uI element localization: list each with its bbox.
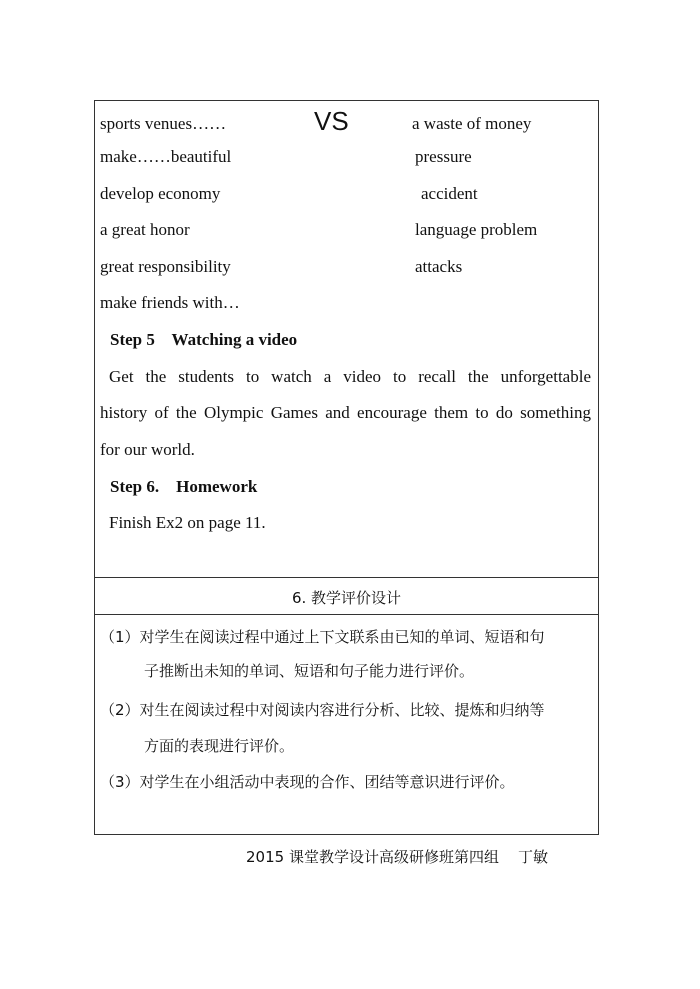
compare-left-3: develop economy <box>100 184 221 203</box>
compare-left-4: a great honor <box>100 220 190 239</box>
section6-item-2-cont: 方面的表现进行评价。 <box>144 737 295 755</box>
section6-title: 6. 教学评价设计 <box>291 589 402 607</box>
compare-right-1: a waste of money <box>412 114 532 133</box>
compare-left-5: great responsibility <box>100 257 231 276</box>
section6-item-1-cont: 子推断出未知的单词、短语和句子能力进行评价。 <box>144 662 475 680</box>
compare-right-3: accident <box>421 184 478 203</box>
step5-line-2: history of the Olympic Games and encourage them to do something <box>100 403 591 422</box>
footer-credit: 2015 课堂教学设计高级研修班第四组 丁敏 <box>246 848 549 866</box>
step6-text: Finish Ex2 on page 11. <box>109 513 266 532</box>
step6-heading: Step 6. Homework <box>110 477 258 496</box>
compare-left-1: sports venues…… <box>100 114 227 133</box>
content-table <box>94 100 599 835</box>
compare-right-4: language problem <box>415 220 538 239</box>
section6-item-1: （1）对学生在阅读过程中通过上下文联系由已知的单词、短语和句 <box>100 628 545 646</box>
table-divider-1 <box>94 577 599 578</box>
section6-item-2: （2）对生在阅读过程中对阅读内容进行分析、比较、提炼和归纳等 <box>100 701 545 719</box>
compare-left-2: make……beautiful <box>100 147 232 166</box>
section6-item-3: （3）对学生在小组活动中表现的合作、团结等意识进行评价。 <box>100 773 515 791</box>
vs-label: VS <box>314 106 349 136</box>
compare-right-2: pressure <box>415 147 472 166</box>
compare-left-6: make friends with… <box>100 293 240 312</box>
step5-line-3: for our world. <box>100 440 195 459</box>
step5-line-1: Get the students to watch a video to recall the unforgettable <box>109 367 591 386</box>
step5-heading: Step 5 Watching a video <box>110 330 298 349</box>
compare-right-5: attacks <box>415 257 463 276</box>
table-divider-2 <box>94 614 599 615</box>
